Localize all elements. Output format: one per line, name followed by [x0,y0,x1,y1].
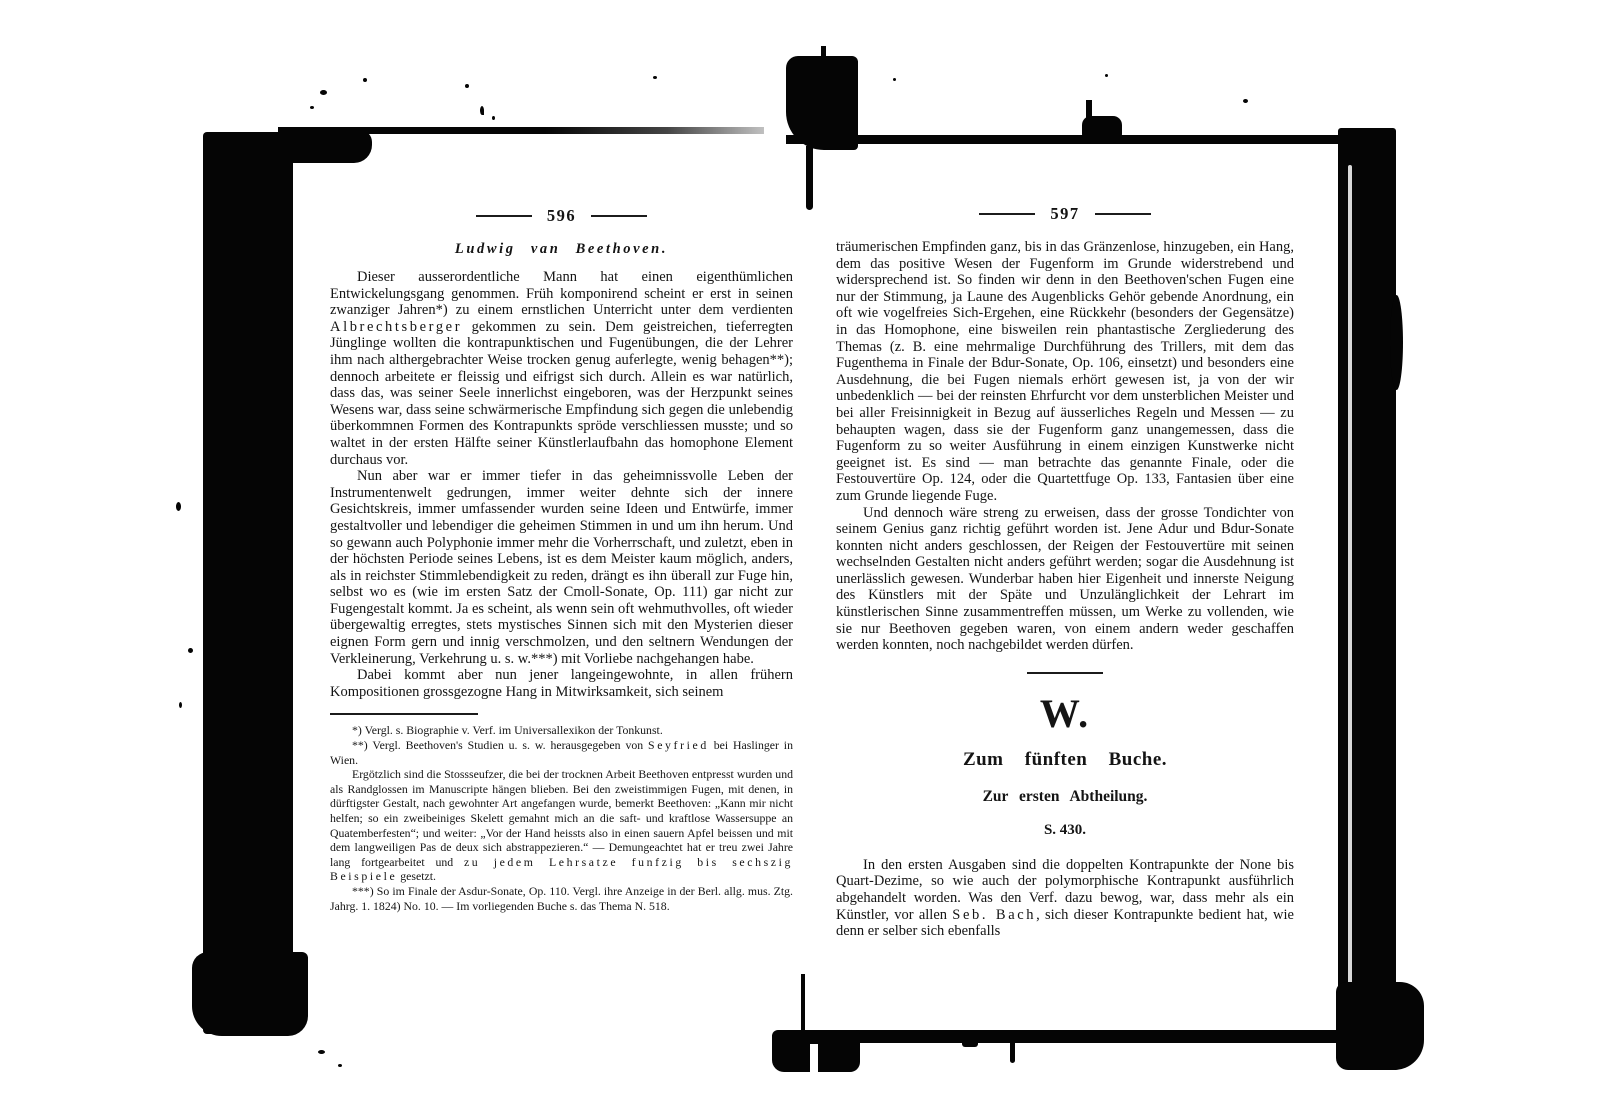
paragraph [836,239,1294,505]
footnote-text: ***) So im Finale der Asdur-Sonate, Op. 110. Vergl. ihre Anzeige in der Berl. allg. mus. Ztg. Jahrg. 1. 1824) No. 10. — Im vorliegenden Buche s. das Thema N. 518. [330,883,793,913]
letterspaced-name: Seb. Bach [952,906,1037,923]
footnote [330,884,793,913]
paragraph-text: In den ersten Ausgaben sind die doppelten Kontrapunkte der None bis Quart-Dezime, so wie auch der polymorphische Kontrapunkt ausführlich abgehandelt worden. Was den Verf. dazu bewog, war, dass mehr als ein Künstler, vor allen [836,856,1294,923]
section-separator-rule [1027,672,1103,674]
section-heading: Zum fünften Buche. [962,748,1168,770]
footnote-text: gesetzt. [397,869,436,884]
page-number-rule [476,215,532,217]
paragraph-text: Nun aber war er immer tiefer in das geheimnissvolle Leben der Instrumentenwelt gedrungen, immer weiter dehnte sich der innere Gesichtskreis, immer umfassender wurden seine Ideen und Entwürfe, immer gestaltvoller und lebendiger die geheimen Stimmen in und um ihn herum. Und so gewann auch Polyphonie immer mehr die Vorherrschaft, und zuletzt, eben in der höchsten Periode seines Lebens, ist es dem Meister kaum möglich, anders, als in reichster Stimmlebendigkeit zu reden, drängt es ihn überall zur Fuge hin, selbst wo es (wie im ersten Satz der Cmoll-Sonate, Op. 111) gar nicht zur Fugengestalt kommt. Ja es scheint, als wenn sein oft wehmuthvolles, oft wieder übergewaltig erregtes, stets mystisches Sinnen sich mit den Mysterien dieser eignen Form gern und innig verschmolzen, und den seltnern Wendungen der Verkleinerung, Verkehrung u. s. w.***) mit Vorliebe nachgehangen habe. [330,468,793,667]
page-number-rule [979,213,1035,215]
paragraph-text: Und dennoch wäre streng zu erweisen, dass der grosse Tondichter von seinem Genius ganz richtig geführt worden ist. Jene Adur und Bdur-Sonate konnten nicht anders geschlossen, der Reigen der Festouvertüre mit seinen wechselnden Gestalten nicht anders geführt werden; sogar die Ausdehnung ist unerlässlich gewesen. Wunderbar haben hier Eigenheit und innerste Neigung des Künstlers mit der Späte und Unzulänglichkeit der Lehrart im künstlerischen Sinne zusammentreffen müssen, um Werke zu vollenden, wie sie nur Beethoven gegeben waren, von einem andern weder geschaffen werden konnten, noch nachgebildet werden dürfen. [836,504,1294,654]
right-page-header [836,204,1294,224]
footnote [330,767,793,884]
footnote-text: Ergötzlich sind die Stossseufzer, die bei der trocknen Arbeit Beethoven entpresst wurden und als Randglossen im Manuscripte hängen blieben. Bei den zweistimmigen Fugen, mit denen, in dürftigster Gestalt, nach gewohnter Art angefangen wurde, bemerkt Beethoven: „Kann mir nicht helfen; so ein zweibeiniges Skelett gemahnt mich an die saft- und kraftlose Wassersuppe an Quatemberfesten“; und weiter: „Vor der Hand heissts also in einen sauern Apfel beissen und mit dem langweiligen Pas de deux sich abstrappezieren.“ — Demungeachtet hat er treu zwei Jahre lang fortgearbeitet und [330,767,793,869]
paragraph-text: , sich dieser Kontrapunkte bedient hat, wie denn er selber sich ebenfalls [836,906,1294,940]
paragraph-text: Dabei kommt aber nun jener langeingewohnte, in allen frühern Kompositionen grossgezogne Hang in Mitwirksamkeit, sich seinem [330,667,793,700]
right-page [836,204,1294,940]
section-subheading: Zur ersten Abtheilung. [982,787,1148,805]
paragraph [330,468,793,667]
paragraph [330,269,793,468]
left-page-header [330,206,793,226]
left-page [330,206,793,913]
paragraph-text: Dieser ausserordentliche Mann hat einen eigenthümlichen Entwickelungsgang genommen. Früh komponirend scheint er erst in seinen zwanziger Jahren*) zu einem ernstlichen Unterricht unter dem verdienten [330,269,793,319]
footnote-separator-rule [330,713,478,715]
footnote [330,738,793,767]
page-number-rule [591,215,647,217]
paragraph [330,667,793,700]
left-page-number: 596 [546,206,577,225]
paragraph [836,857,1294,940]
footnote-text: *) Vergl. s. Biographie v. Verf. im Universallexikon der Tonkunst. [352,723,663,738]
section-initial: W. [1039,690,1091,736]
letterspaced-name: Seyfried [648,738,709,753]
footnote [330,723,793,738]
footnote-text: **) Vergl. Beethoven's Studien u. s. w. herausgegeben von [352,738,649,753]
letterspaced-phrase: zu jedem Lehrsatze funfzig bis sechszig Beispiele [330,854,794,884]
paragraph-text: gekommen zu sein. Dem geistreichen, tieferregten Jünglinge wollten die kontrapunktischen und Fugenübungen, die der Lehrer ihm nach althergebrachter Weise trocken genug auferlegte, wenig behagen**); dennoch arbeitete er fleissig und eifrigst sich durch. Allein es war natürlich, dass das, was seiner Seele innerlichst eingeboren, was der Herzpunkt seines Wesens war, dass seine schwärmerische Empfindung sich gegen die unlebendig überkommnen Formen des Kontrapunkts spröde verschliessen musste; und so waltet in der ersten Hälfte seiner Künstlerlaufbahn das homophone Element durchaus vor. [330,318,793,468]
letterspaced-name: Albrechtsberger [330,318,463,335]
chapter-title: Ludwig van Beethoven. [454,241,669,257]
paragraph-text: träumerischen Empfinden ganz, bis in das Gränzenlose, hinzugeben, ein Hang, dem das positive Wesen der Fugenform im Grunde widerstrebend und widersprechend ist. So finden wir denn in den Beethoven'schen Fugen eine nur der Stimmung, ja Laune des Augenblicks Gehör gebende Anordnung, ein oft wie vogelfreies Sich-Ergehen, eine Rückkehr (besonders der Gegensätze) in das Homophone, eine bisweilen rein phantastische Zergliederung des Themas (z. B. eine mehrmalige Durchführung des Trillers, mit dem das Fugenthema in Finale der Bdur-Sonate, Op. 106, einsetzt) und besonders eine Ausdehnung, die bei Fugen niemals erhört gewesen ist, ja von der wir unbedenklich — bei der reinsten Ehrfurcht vor dem unsterblichen Meister und bei aller Freisinnigkeit in Bezug auf äusserliches Regeln und Messen — zu behaupten wagen, dass sie der Fugenform ganz unangemessen, dass die Fugenform zu so weiter Ausführung in einem einzigen Kunstwerke nicht geeignet ist. Es sind — man betrachte das genannte Finale, oder die Festouvertüre Op. 124, oder die Quartettfuge Op. 133, Fantasien über eine zum Grunde liegende Fuge. [836,239,1294,504]
section-page-ref: S. 430. [1043,821,1087,838]
paragraph [836,505,1294,654]
page-number-rule [1095,213,1151,215]
right-page-number: 597 [1050,204,1080,223]
footnote-text: bei Haslinger in Wien. [330,738,793,767]
